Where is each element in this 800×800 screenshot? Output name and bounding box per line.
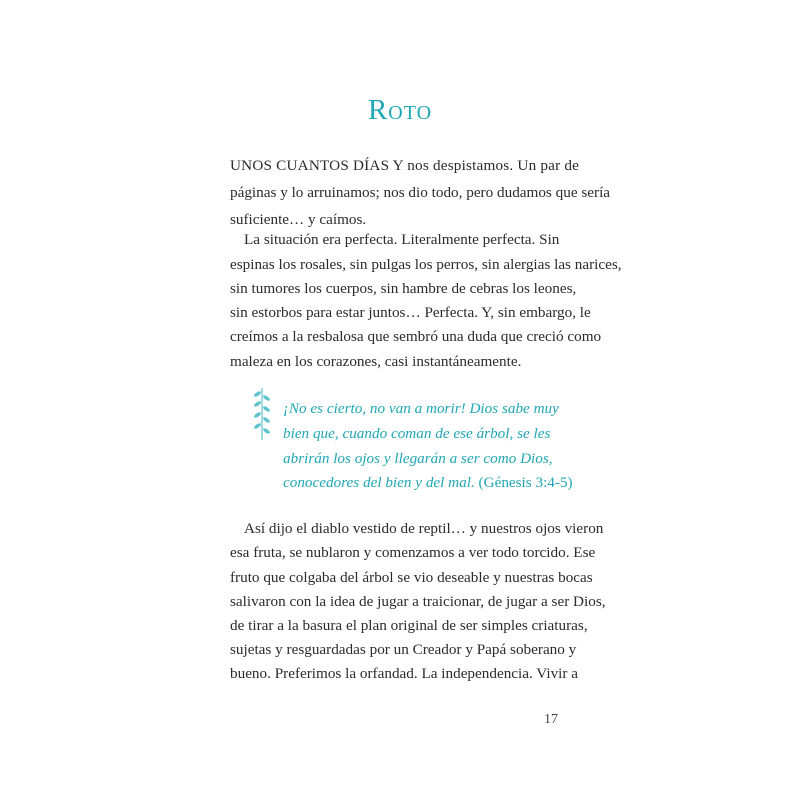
paragraph-3-line-4: salivaron con la idea de jugar a traicionar, de jugar a ser Dios, xyxy=(230,593,606,610)
quote-line-2: bien que, cuando coman de ese árbol, se les xyxy=(283,425,551,442)
paragraph-3-line-6: sujetas y resguardadas por un Creador y Papá soberano y xyxy=(230,641,577,658)
paragraph-2-line-5: creímos a la resbalosa que sembró una duda que creció como xyxy=(230,328,602,345)
paragraph-2-line-1: La situación era perfecta. Literalmente perfecta. Sin xyxy=(244,231,560,248)
paragraph-3-line-2: esa fruta, se nublaron y comenzamos a ver todo torcido. Ese xyxy=(230,544,596,561)
paragraph-2-line-2: espinas los rosales, sin pulgas los perros, sin alergias las narices, xyxy=(230,256,622,273)
page-number: 17 xyxy=(544,712,558,727)
leaf-sprig-icon xyxy=(251,386,273,442)
paragraph-3-line-1: Así dijo el diablo vestido de reptil… y nuestros ojos vieron xyxy=(244,520,604,537)
paragraph-2-line-4: sin estorbos para estar juntos… Perfecta. Y, sin embargo, le xyxy=(230,304,591,321)
paragraph-3-line-5: de tirar a la basura el plan original de ser simples criaturas, xyxy=(230,617,588,634)
quote-line-4-text: conocedores del bien y del mal. xyxy=(283,474,475,491)
paragraph-1-line-2: páginas y lo arruinamos; nos dio todo, pero dudamos que sería xyxy=(230,184,611,201)
quote-line-1: ¡No es cierto, no van a morir! Dios sabe muy xyxy=(283,400,559,417)
paragraph-1-line-3: suficiente… y caímos. xyxy=(230,211,367,228)
paragraph-2-line-6: maleza en los corazones, casi instantáneamente. xyxy=(230,353,522,370)
scripture-reference: (Génesis 3:4-5) xyxy=(478,474,573,491)
quote-line-4 xyxy=(283,474,573,492)
quote-line-3: abrirán los ojos y llegarán a ser como Dios, xyxy=(283,450,553,467)
paragraph-3-line-3: fruto que colgaba del árbol se vio deseable y nuestras bocas xyxy=(230,569,593,586)
chapter-title: Roto xyxy=(367,94,433,126)
paragraph-1-line-1: UNOS CUANTOS DÍAS Y nos despistamos. Un par de xyxy=(230,157,580,174)
paragraph-3-line-7: bueno. Preferimos la orfandad. La independencia. Vivir a xyxy=(230,665,578,682)
paragraph-2-line-3: sin tumores los cuerpos, sin hambre de cebras los leones, xyxy=(230,280,577,297)
